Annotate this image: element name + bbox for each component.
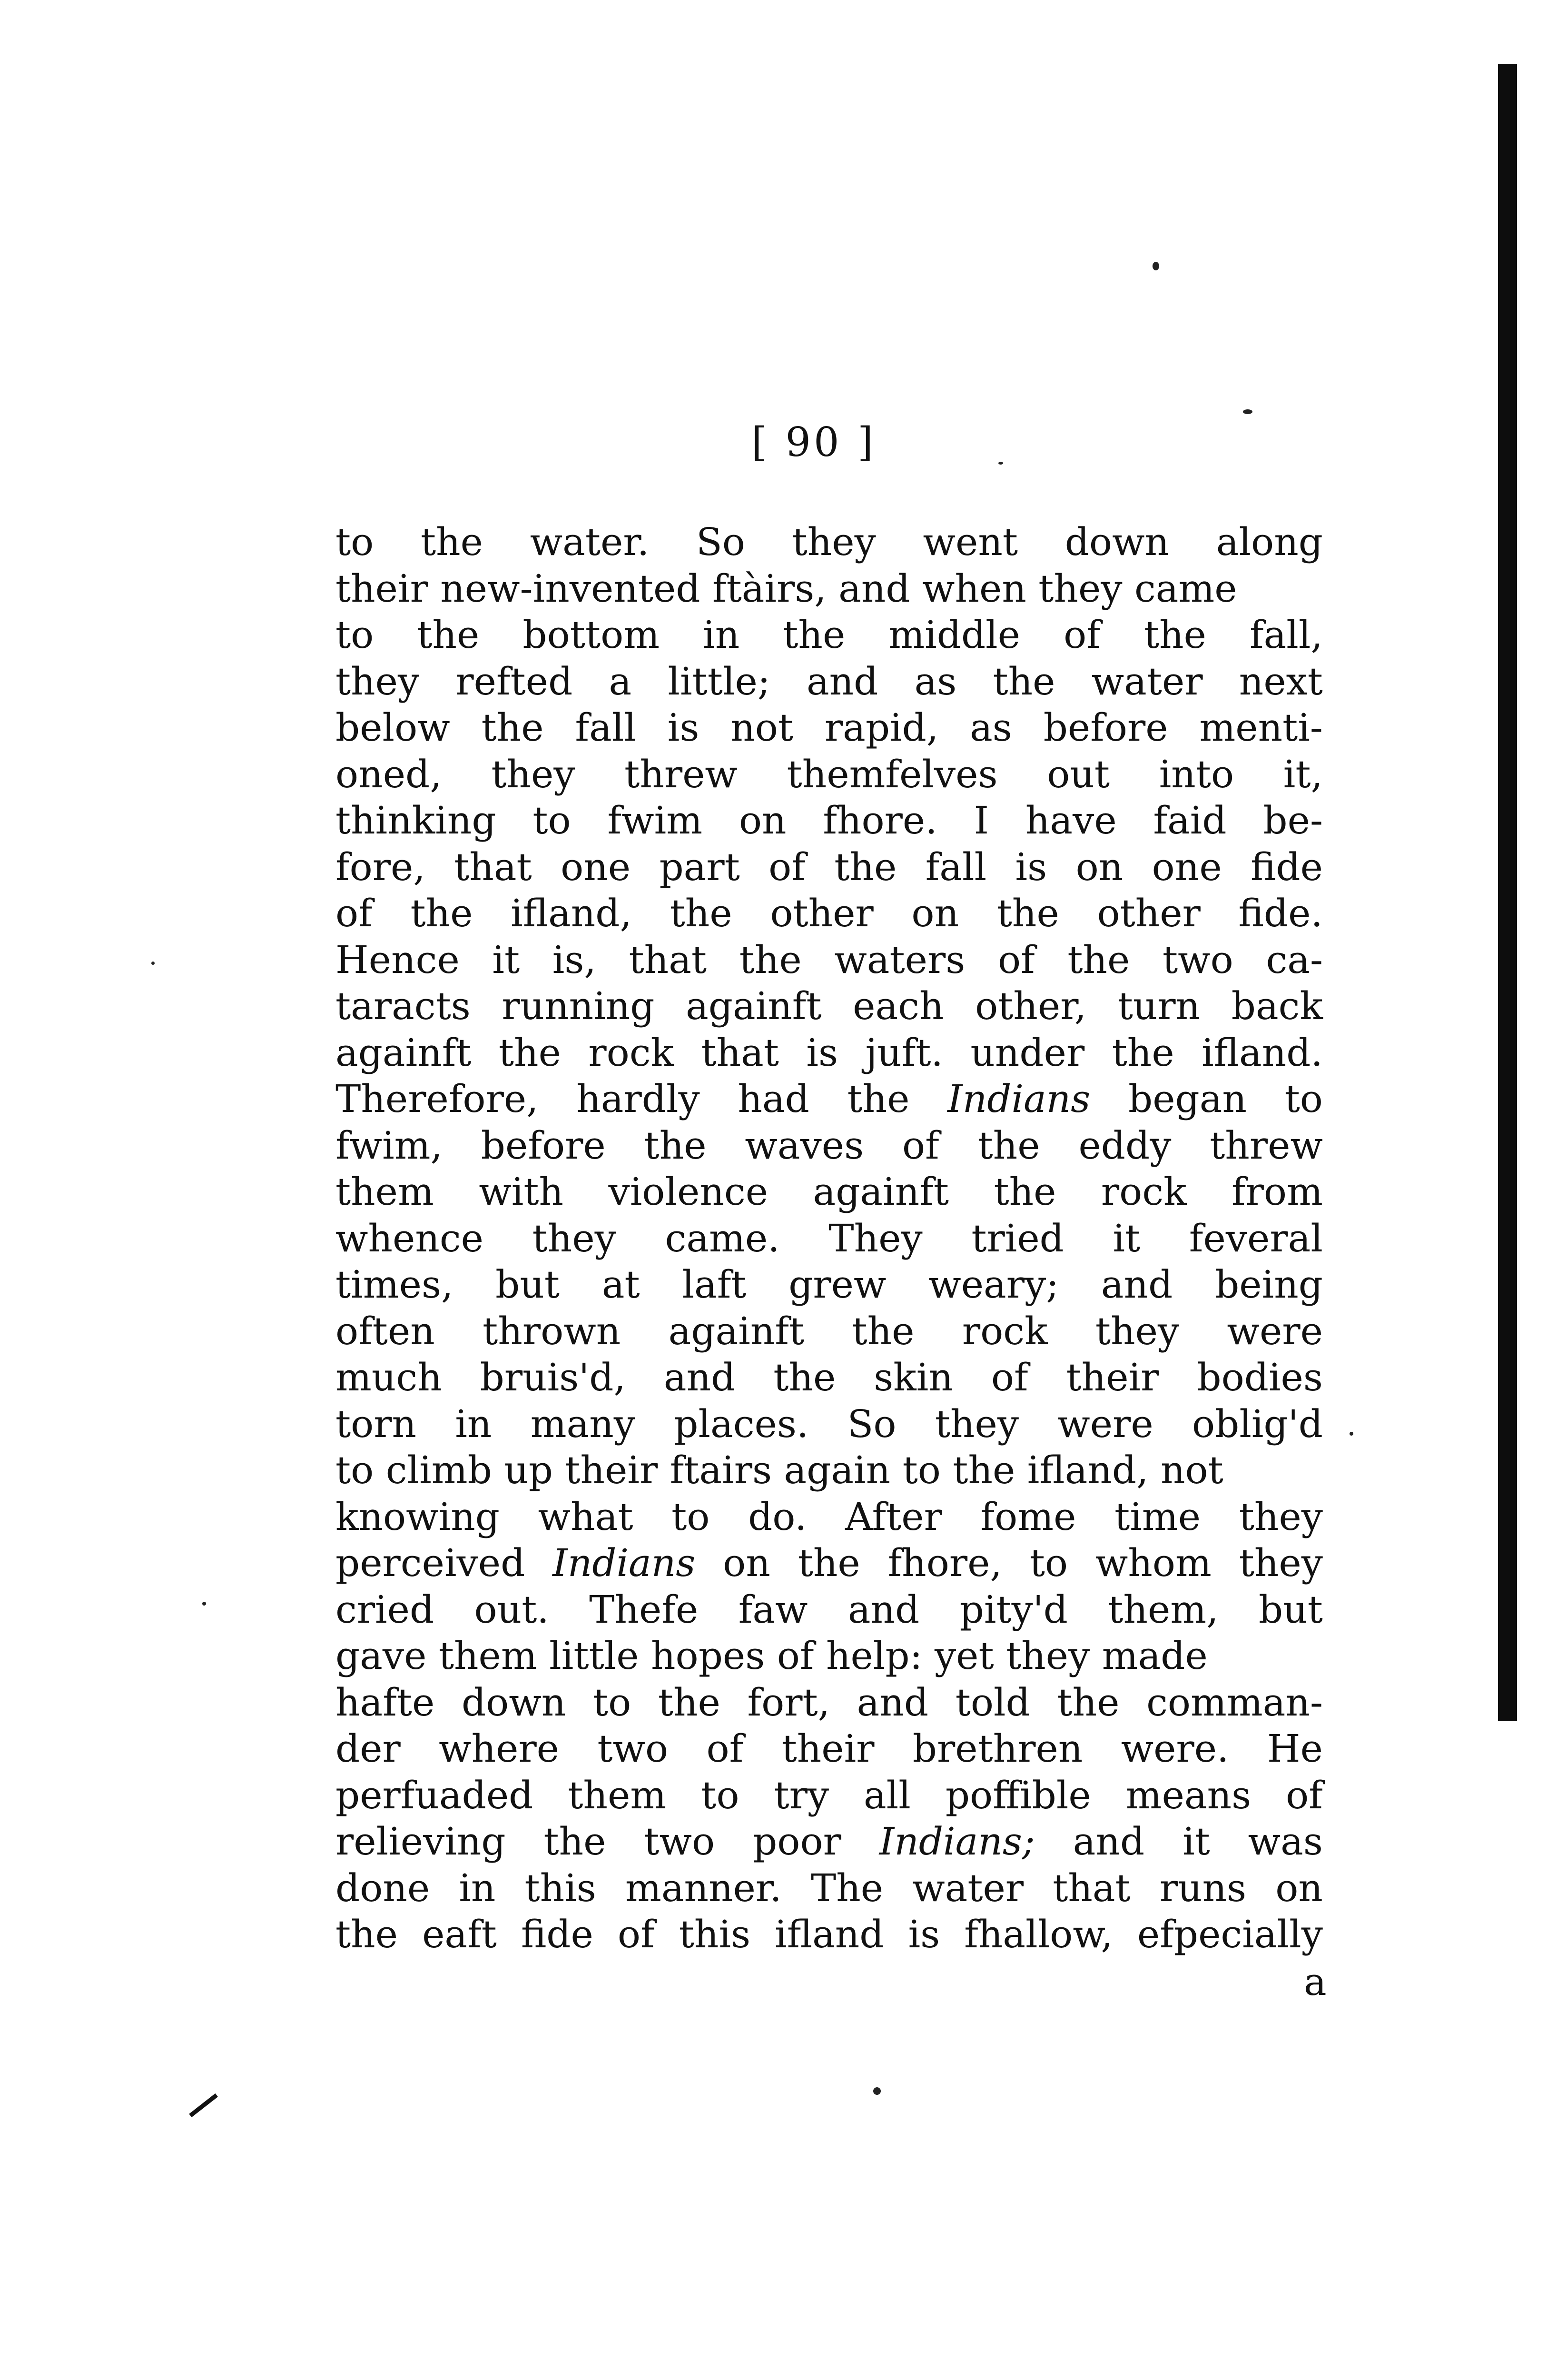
word: times, xyxy=(335,1262,453,1307)
word: ca- xyxy=(1266,937,1323,982)
word: of xyxy=(1286,1773,1323,1817)
word: where xyxy=(439,1726,560,1771)
word: it, xyxy=(1283,752,1323,796)
word: their new-invented ftàirs, and when they came xyxy=(335,566,1237,611)
word: places. xyxy=(674,1401,809,1446)
word: turn xyxy=(1117,984,1201,1028)
text-line xyxy=(335,1076,1323,1122)
word: and xyxy=(847,1587,920,1632)
word: is xyxy=(908,1912,940,1956)
word: two xyxy=(644,1819,715,1864)
word: perceived xyxy=(335,1541,525,1585)
word: in xyxy=(459,1865,496,1910)
scan-speck xyxy=(202,1602,206,1606)
word: them, xyxy=(1108,1587,1219,1632)
word: bottom xyxy=(522,613,660,657)
word: grew xyxy=(788,1262,887,1307)
word: below xyxy=(335,705,450,750)
word: went xyxy=(923,520,1018,564)
word: on xyxy=(911,891,959,935)
word: violence xyxy=(608,1170,769,1214)
text-line xyxy=(335,890,1323,937)
word: middle xyxy=(888,613,1021,657)
word: the xyxy=(798,1541,860,1585)
word: of xyxy=(997,937,1035,982)
word: try xyxy=(774,1773,829,1817)
word: time xyxy=(1114,1494,1201,1539)
word: and xyxy=(857,1680,929,1725)
word: the xyxy=(852,1309,915,1353)
word: as xyxy=(970,705,1012,750)
word: Thefe xyxy=(589,1587,699,1632)
word: have xyxy=(1025,798,1117,843)
word: fide. xyxy=(1238,891,1323,935)
word: were xyxy=(1057,1401,1153,1446)
text-line xyxy=(335,1401,1323,1448)
word: each xyxy=(853,984,944,1028)
word: at xyxy=(601,1262,640,1307)
word: the xyxy=(1143,613,1206,657)
word: fall, xyxy=(1250,613,1323,657)
word: but xyxy=(495,1262,560,1307)
text-line xyxy=(335,1818,1323,1865)
word: that xyxy=(701,1030,779,1075)
word: fwim xyxy=(607,798,703,843)
italic-word: Indians xyxy=(947,1077,1091,1121)
word: fall xyxy=(575,705,636,750)
word: hafte xyxy=(335,1680,435,1725)
text-line xyxy=(335,704,1323,751)
word: refted xyxy=(455,659,573,704)
scan-speck xyxy=(998,462,1003,465)
word: thrown xyxy=(483,1309,621,1353)
word: threw xyxy=(624,752,738,796)
word: being xyxy=(1215,1262,1323,1307)
word: from xyxy=(1232,1170,1323,1214)
word: to xyxy=(335,613,374,657)
word: water xyxy=(912,1865,1024,1910)
word: perfuaded xyxy=(335,1773,533,1817)
scan-speck xyxy=(1243,409,1252,414)
word: Therefore, xyxy=(335,1077,539,1121)
word: but xyxy=(1259,1587,1323,1632)
word: is xyxy=(806,1030,838,1075)
text-line xyxy=(335,658,1323,705)
text-line xyxy=(335,612,1323,658)
text-line xyxy=(335,1494,1323,1540)
word: it xyxy=(492,937,520,982)
word: He xyxy=(1267,1726,1323,1771)
word: they xyxy=(1095,1309,1180,1353)
word: on xyxy=(723,1541,770,1585)
word: weary; xyxy=(928,1262,1059,1307)
word: Hence xyxy=(335,937,460,982)
word: to xyxy=(592,1680,631,1725)
word: other xyxy=(770,891,874,935)
word: out. xyxy=(474,1587,549,1632)
word: and xyxy=(806,659,878,704)
word: fwim, xyxy=(335,1123,443,1168)
word: pity'd xyxy=(959,1587,1068,1632)
word: waves xyxy=(745,1123,864,1168)
word: they xyxy=(935,1401,1019,1446)
word: the xyxy=(977,1123,1040,1168)
word: taracts xyxy=(335,984,471,1028)
word: efpecially xyxy=(1137,1912,1323,1956)
word: faw xyxy=(738,1587,808,1632)
text-line xyxy=(335,1587,1323,1633)
catchword: a xyxy=(1304,1960,1327,2004)
word: fide xyxy=(1251,844,1323,889)
word: hardly xyxy=(576,1077,700,1121)
word: againft xyxy=(813,1170,949,1214)
word: the xyxy=(410,891,473,935)
word: the xyxy=(783,613,846,657)
word: the xyxy=(994,1170,1056,1214)
scan-speck xyxy=(873,2087,881,2095)
word: next xyxy=(1239,659,1323,704)
word: the xyxy=(773,1355,836,1399)
word: on xyxy=(1075,844,1123,889)
word: be- xyxy=(1263,798,1323,843)
word: to xyxy=(532,798,571,843)
word: ifland, xyxy=(511,891,632,935)
word: two xyxy=(597,1726,669,1771)
word: along xyxy=(1216,520,1323,564)
text-line xyxy=(335,797,1323,844)
word: one xyxy=(561,844,631,889)
word: on xyxy=(1275,1865,1323,1910)
word: often xyxy=(335,1309,435,1353)
word: I xyxy=(974,798,989,843)
text-line xyxy=(335,1540,1323,1587)
word: what xyxy=(538,1494,633,1539)
text-line xyxy=(335,519,1323,565)
word: out xyxy=(1047,752,1110,796)
word: much xyxy=(335,1355,442,1399)
text-line xyxy=(335,751,1323,798)
word: came. xyxy=(665,1216,780,1260)
word: oned, xyxy=(335,752,442,796)
word: it xyxy=(1182,1819,1210,1864)
word: is xyxy=(1015,844,1047,889)
word: rapid, xyxy=(824,705,939,750)
word: rock xyxy=(588,1030,674,1075)
word: it xyxy=(1113,1216,1141,1260)
text-line xyxy=(335,1772,1323,1819)
word: comman- xyxy=(1146,1680,1323,1725)
word: many xyxy=(530,1401,635,1446)
word: do. xyxy=(748,1494,807,1539)
word: them xyxy=(335,1170,434,1214)
word: themfelves xyxy=(787,752,998,796)
word: the xyxy=(670,891,732,935)
word: down xyxy=(461,1680,566,1725)
word: of xyxy=(902,1123,939,1168)
word: knowing xyxy=(335,1494,500,1539)
word: the xyxy=(1112,1030,1174,1075)
word: were. xyxy=(1121,1726,1229,1771)
word: to xyxy=(701,1773,739,1817)
word: other xyxy=(1097,891,1201,935)
word: to climb up their ftairs again to the ifland, not xyxy=(335,1448,1223,1492)
word: not xyxy=(730,705,794,750)
word: the xyxy=(498,1030,561,1075)
word: fhallow, xyxy=(964,1912,1113,1956)
word: juft. xyxy=(865,1030,943,1075)
word: in xyxy=(455,1401,492,1446)
word: that xyxy=(629,937,707,982)
word: to xyxy=(671,1494,710,1539)
word: is xyxy=(667,705,700,750)
word: into xyxy=(1159,752,1234,796)
word: tried xyxy=(971,1216,1064,1260)
word: againft xyxy=(686,984,822,1028)
word: of xyxy=(706,1726,744,1771)
word: the xyxy=(1057,1680,1120,1725)
text-line xyxy=(335,1030,1323,1076)
word: The xyxy=(810,1865,884,1910)
word: done xyxy=(335,1865,430,1910)
text-line xyxy=(335,1169,1323,1215)
word: before xyxy=(1043,705,1168,750)
word: rock xyxy=(1101,1170,1187,1214)
word: water. xyxy=(530,520,650,564)
word: they xyxy=(1239,1541,1323,1585)
word: began xyxy=(1128,1077,1247,1121)
text-line xyxy=(335,937,1323,983)
word: as xyxy=(914,659,957,704)
word: in xyxy=(703,613,740,657)
word: their xyxy=(1066,1355,1159,1399)
text-line xyxy=(335,1911,1323,1958)
word: the xyxy=(658,1680,720,1725)
word: oblig'd xyxy=(1192,1401,1323,1446)
word: ifland. xyxy=(1202,1030,1323,1075)
word: of xyxy=(991,1355,1028,1399)
word: on xyxy=(739,798,787,843)
word: other, xyxy=(975,984,1087,1028)
italic-word: Indians; xyxy=(879,1819,1035,1864)
word: laft xyxy=(682,1262,747,1307)
word: runs xyxy=(1159,1865,1247,1910)
word: After xyxy=(845,1494,942,1539)
word: fide xyxy=(521,1912,593,1956)
word: againft xyxy=(668,1309,805,1353)
word: manner. xyxy=(625,1865,782,1910)
word: the xyxy=(993,659,1055,704)
word: running xyxy=(502,984,655,1028)
scan-stroke-mark xyxy=(189,2093,218,2117)
word: rock xyxy=(962,1309,1048,1353)
word: water xyxy=(1091,659,1203,704)
word: were xyxy=(1227,1309,1323,1353)
word: They xyxy=(828,1216,923,1260)
word: them xyxy=(568,1773,667,1817)
body-text xyxy=(335,519,1323,1958)
word: fort, xyxy=(747,1680,830,1725)
scan-edge-bar xyxy=(1498,64,1517,1721)
text-line xyxy=(335,1679,1323,1726)
word: threw xyxy=(1210,1123,1323,1168)
word: with xyxy=(479,1170,564,1214)
word: cried xyxy=(335,1587,434,1632)
word: the xyxy=(996,891,1059,935)
word: fall xyxy=(925,844,987,889)
scan-speck xyxy=(1350,1432,1353,1436)
scan-speck xyxy=(151,962,155,965)
word: ifland xyxy=(775,1912,884,1956)
word: the xyxy=(421,520,483,564)
word: one xyxy=(1152,844,1222,889)
word: faid xyxy=(1153,798,1227,843)
word: the xyxy=(847,1077,910,1121)
word: this xyxy=(524,1865,596,1910)
word: torn xyxy=(335,1401,417,1446)
word: the xyxy=(644,1123,707,1168)
word: means xyxy=(1125,1773,1251,1817)
word: before xyxy=(481,1123,606,1168)
word: the xyxy=(335,1912,398,1956)
word: and xyxy=(663,1355,736,1399)
word: the xyxy=(543,1819,606,1864)
word: fore, xyxy=(335,844,425,889)
word: the xyxy=(481,705,544,750)
text-line xyxy=(335,1261,1323,1308)
word: poffible xyxy=(945,1773,1091,1817)
word: to xyxy=(1284,1077,1323,1121)
word: whence xyxy=(335,1216,484,1260)
word: So xyxy=(847,1401,897,1446)
word: of xyxy=(1064,613,1101,657)
word: brethren xyxy=(912,1726,1083,1771)
word: eddy xyxy=(1078,1123,1172,1168)
text-line xyxy=(335,1215,1323,1262)
word: was xyxy=(1248,1819,1323,1864)
text-line xyxy=(335,565,1323,612)
word: back xyxy=(1231,984,1323,1028)
text-line xyxy=(335,1865,1323,1912)
word: is, xyxy=(552,937,596,982)
scan-speck xyxy=(1153,262,1159,270)
word: they xyxy=(532,1216,616,1260)
word: whom xyxy=(1095,1541,1212,1585)
word: the xyxy=(417,613,480,657)
word: they xyxy=(792,520,876,564)
word: poor xyxy=(753,1819,841,1864)
word: waters xyxy=(834,937,966,982)
word: to xyxy=(1029,1541,1068,1585)
word: all xyxy=(863,1773,911,1817)
word: of xyxy=(617,1912,655,1956)
word: and xyxy=(1073,1819,1145,1864)
page-number: [ 90 ] xyxy=(751,419,876,466)
word: fhore. xyxy=(823,798,937,843)
text-line xyxy=(335,983,1323,1030)
word: gave them little hopes of help: yet they made xyxy=(335,1634,1208,1678)
text-line xyxy=(335,844,1323,891)
word: againft xyxy=(335,1030,472,1075)
text-line xyxy=(335,1447,1323,1494)
text-line xyxy=(335,1726,1323,1772)
text-line xyxy=(335,1308,1323,1355)
word: skin xyxy=(874,1355,953,1399)
word: two xyxy=(1163,937,1233,982)
word: der xyxy=(335,1726,401,1771)
word: they xyxy=(491,752,575,796)
word: of xyxy=(769,844,806,889)
word: their xyxy=(781,1726,875,1771)
word: fome xyxy=(980,1494,1076,1539)
word: feveral xyxy=(1189,1216,1323,1260)
word: bruis'd, xyxy=(480,1355,626,1399)
word: the xyxy=(834,844,897,889)
word: and xyxy=(1101,1262,1173,1307)
word: fhore, xyxy=(887,1541,1002,1585)
word: menti- xyxy=(1199,705,1323,750)
word: this xyxy=(679,1912,751,1956)
word: eaft xyxy=(422,1912,497,1956)
word: the xyxy=(739,937,802,982)
word: a xyxy=(609,659,632,704)
word: under xyxy=(970,1030,1085,1075)
word: the xyxy=(1067,937,1130,982)
word: they xyxy=(1239,1494,1323,1539)
word: that xyxy=(1053,1865,1131,1910)
word: So xyxy=(696,520,745,564)
text-line xyxy=(335,1633,1323,1679)
word: told xyxy=(955,1680,1030,1725)
word: relieving xyxy=(335,1819,506,1864)
word: down xyxy=(1064,520,1170,564)
word: that xyxy=(454,844,532,889)
word: had xyxy=(738,1077,809,1121)
word: to xyxy=(335,520,374,564)
word: little; xyxy=(668,659,770,704)
word: bodies xyxy=(1197,1355,1323,1399)
word: thinking xyxy=(335,798,496,843)
word: of xyxy=(335,891,373,935)
word: part xyxy=(659,844,740,889)
text-line xyxy=(335,1122,1323,1169)
text-line xyxy=(335,1354,1323,1401)
italic-word: Indians xyxy=(552,1541,696,1585)
word: they xyxy=(335,659,420,704)
